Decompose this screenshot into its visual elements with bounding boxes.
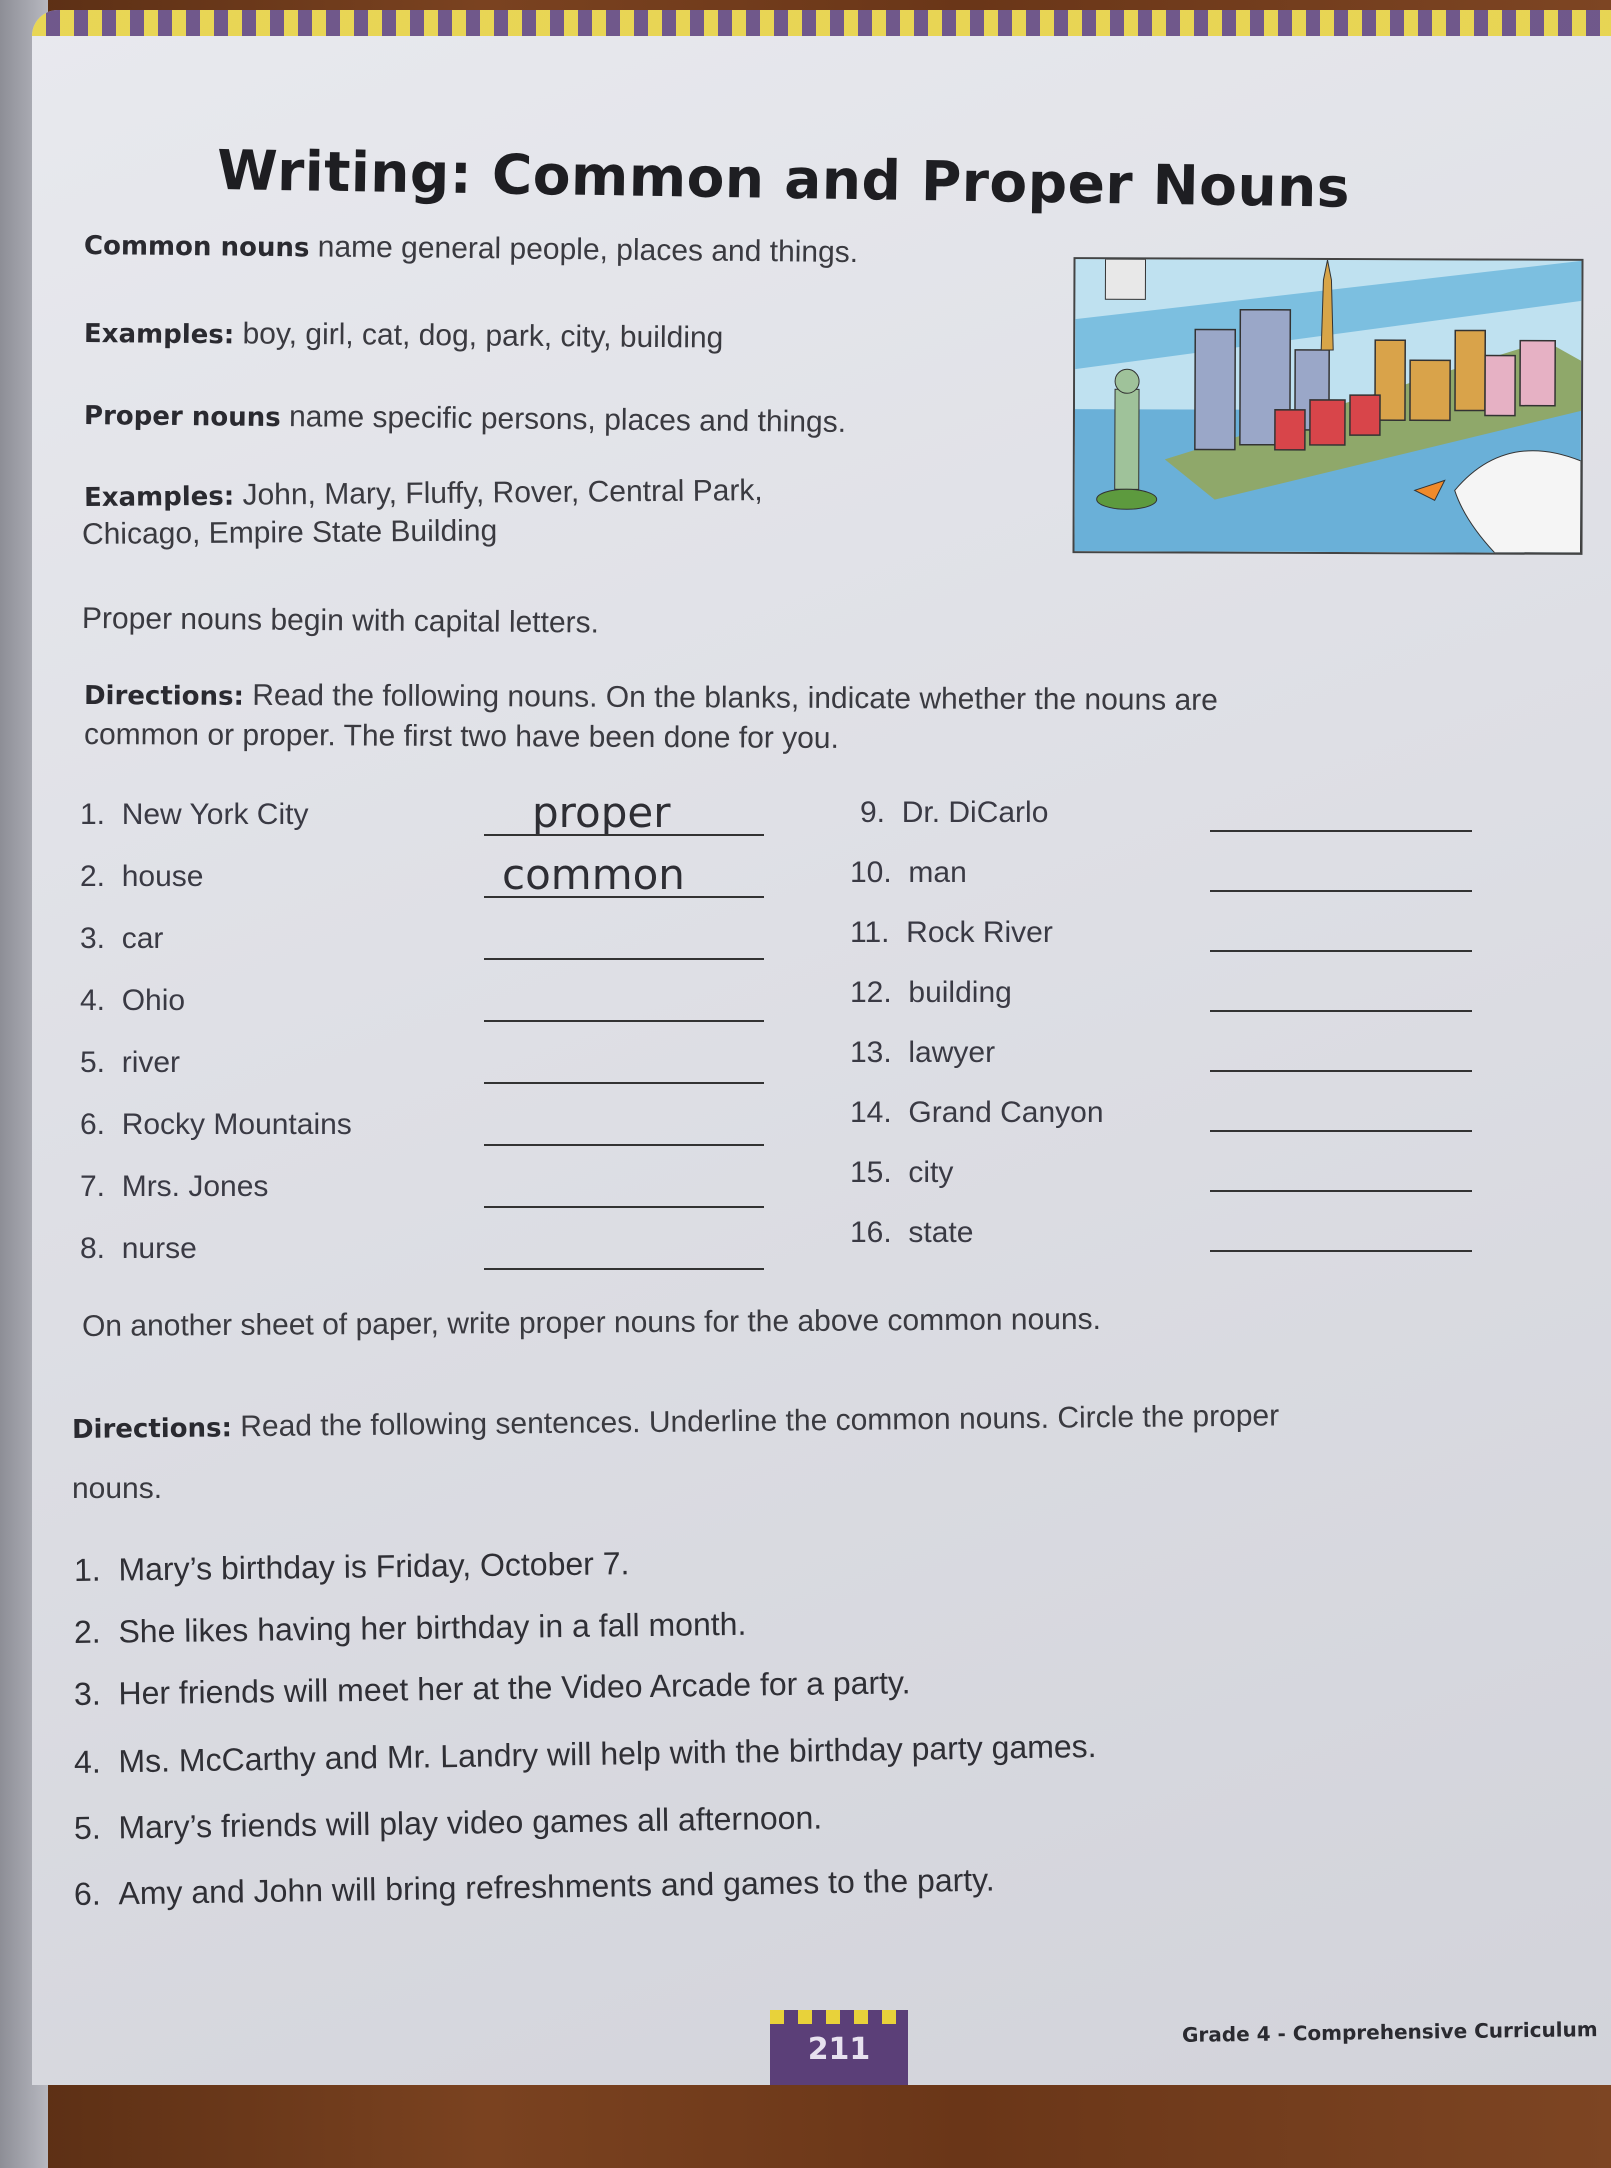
answer-blank-9[interactable] <box>1210 830 1472 832</box>
noun-number: 6. <box>80 1108 106 1141</box>
common-examples-label: Examples: <box>83 319 235 351</box>
proper-noun-label: Proper nouns <box>83 401 281 434</box>
noun-word: Mrs. Jones <box>121 1170 269 1203</box>
noun-number: 16. <box>850 1216 892 1249</box>
noun-word: Ohio <box>121 984 186 1017</box>
noun-item-1 <box>80 798 308 832</box>
page-number-tab <box>770 2010 908 2085</box>
common-examples <box>84 316 724 356</box>
noun-number: 2. <box>80 860 106 893</box>
page-number: 211 <box>807 2032 871 2067</box>
sentence-6 <box>74 1862 995 1913</box>
page-number-tab-stripes <box>770 2010 908 2024</box>
directions-1-line2: common or proper. The first two have been done for you. <box>83 718 839 755</box>
sentence-text: Mary’s friends will play video games all afternoon. <box>118 1799 823 1846</box>
answer-blank-5[interactable] <box>484 1082 764 1084</box>
answer-blank-1[interactable] <box>484 834 764 836</box>
sentence-number: 5. <box>73 1809 101 1846</box>
sentence-text: Ms. McCarthy and Mr. Landry will help with the birthday party games. <box>118 1727 1097 1780</box>
answer-blank-12[interactable] <box>1210 1010 1472 1012</box>
proper-examples-line1 <box>84 474 763 514</box>
noun-word: building <box>908 976 1012 1009</box>
sentence-5 <box>74 1800 823 1847</box>
noun-number: 4. <box>80 984 106 1017</box>
noun-item-4 <box>80 984 185 1018</box>
noun-word: man <box>908 856 967 889</box>
noun-word: Dr. DiCarlo <box>901 796 1049 829</box>
noun-number: 12. <box>850 976 892 1009</box>
noun-item-3 <box>80 922 163 956</box>
sentence-text: Amy and John will bring refreshments and games to the party. <box>118 1861 995 1912</box>
noun-number: 10. <box>850 856 892 889</box>
noun-item-16 <box>850 1216 973 1250</box>
book-title-footer: Grade 4 - Comprehensive Curriculum <box>1181 2017 1598 2047</box>
directions-1-label: Directions: <box>83 681 245 712</box>
proper-examples-text-1: John, Mary, Fluffy, Rover, Central Park, <box>234 474 763 512</box>
sentence-number: 6. <box>73 1875 101 1912</box>
sentence-1 <box>74 1545 630 1589</box>
answer-blank-16[interactable] <box>1210 1250 1472 1252</box>
noun-word: New York City <box>121 798 309 831</box>
answer-blank-11[interactable] <box>1210 950 1472 952</box>
sentence-number: 2. <box>73 1613 101 1650</box>
answer-1: proper <box>532 788 671 837</box>
sentence-text: Her friends will meet her at the Video Arcade for a party. <box>118 1664 911 1712</box>
noun-item-9 <box>860 796 1048 830</box>
common-examples-text: boy, girl, cat, dog, park, city, building <box>234 317 724 355</box>
sentence-number: 4. <box>73 1743 101 1780</box>
sentence-2 <box>74 1606 747 1651</box>
noun-word: Rocky Mountains <box>121 1108 352 1141</box>
answer-blank-13[interactable] <box>1210 1070 1472 1072</box>
city-skyline-illustration <box>1072 257 1583 555</box>
noun-item-15 <box>850 1156 953 1190</box>
capital-letters-note: Proper nouns begin with capital letters. <box>81 602 600 640</box>
sentence-number: 3. <box>73 1675 101 1712</box>
noun-word: city <box>908 1156 954 1189</box>
noun-item-12 <box>850 976 1012 1010</box>
answer-2: common <box>502 850 685 899</box>
noun-number: 8. <box>80 1232 106 1265</box>
proper-examples-line2: Chicago, Empire State Building <box>81 514 498 551</box>
sentence-text: She likes having her birthday in a fall month. <box>118 1605 747 1650</box>
directions-1-text: Read the following nouns. On the blanks, indicate whether the nouns are <box>243 678 1218 717</box>
common-noun-label: Common nouns <box>83 231 310 264</box>
noun-word: house <box>121 860 204 893</box>
noun-item-6 <box>80 1108 352 1142</box>
directions-2-line2: nouns. <box>72 1472 163 1505</box>
answer-blank-4[interactable] <box>484 1020 764 1022</box>
noun-number: 9. <box>860 796 886 829</box>
another-sheet-instruction: On another sheet of paper, write proper nouns for the above common nouns. <box>81 1302 1102 1343</box>
answer-blank-14[interactable] <box>1210 1130 1472 1132</box>
noun-item-7 <box>80 1170 268 1204</box>
answer-blank-6[interactable] <box>484 1144 764 1146</box>
noun-number: 14. <box>850 1096 892 1129</box>
noun-item-8 <box>80 1232 197 1266</box>
common-noun-definition <box>84 228 858 270</box>
noun-item-5 <box>80 1046 180 1080</box>
sentence-number: 1. <box>73 1551 101 1588</box>
noun-item-10 <box>850 856 967 890</box>
directions-2-text: Read the following sentences. Underline the common nouns. Circle the proper <box>231 1399 1280 1444</box>
noun-item-14 <box>850 1096 1104 1130</box>
city-skyline-svg <box>1074 259 1581 553</box>
noun-number: 13. <box>850 1036 892 1069</box>
answer-blank-8[interactable] <box>484 1268 764 1270</box>
noun-item-13 <box>850 1036 995 1070</box>
sentence-3 <box>74 1664 911 1713</box>
decorative-top-border <box>32 10 1611 36</box>
noun-word: river <box>121 1046 181 1079</box>
answer-blank-10[interactable] <box>1210 890 1472 892</box>
noun-number: 15. <box>850 1156 892 1189</box>
answer-blank-2[interactable] <box>484 896 764 898</box>
noun-item-11 <box>850 916 1053 950</box>
noun-word: lawyer <box>908 1036 996 1069</box>
common-noun-text: name general people, places and things. <box>309 230 859 270</box>
proper-noun-definition <box>84 398 846 440</box>
answer-blank-15[interactable] <box>1210 1190 1472 1192</box>
proper-noun-text: name specific persons, places and things. <box>280 400 847 439</box>
directions-2-line1 <box>72 1399 1279 1446</box>
page-title: Writing: Common and Proper Nouns <box>216 138 1351 220</box>
answer-blank-7[interactable] <box>484 1206 764 1208</box>
noun-word: car <box>121 922 164 955</box>
answer-blank-3[interactable] <box>484 958 764 960</box>
proper-examples-label: Examples: <box>83 481 235 513</box>
noun-word: Grand Canyon <box>908 1096 1104 1129</box>
sentence-text: Mary’s birthday is Friday, October 7. <box>118 1545 630 1588</box>
noun-number: 5. <box>80 1046 106 1079</box>
noun-item-2 <box>80 860 203 894</box>
noun-word: nurse <box>121 1232 197 1265</box>
noun-number: 3. <box>80 922 106 955</box>
directions-2-label: Directions: <box>71 1413 233 1445</box>
noun-number: 7. <box>80 1170 106 1203</box>
noun-word: state <box>908 1216 974 1249</box>
noun-number: 1. <box>80 798 106 831</box>
directions-1-line1 <box>84 678 1218 718</box>
sentence-4 <box>74 1728 1097 1781</box>
workbook-page <box>32 10 1611 2085</box>
noun-word: Rock River <box>906 916 1053 949</box>
noun-number: 11. <box>850 916 890 949</box>
